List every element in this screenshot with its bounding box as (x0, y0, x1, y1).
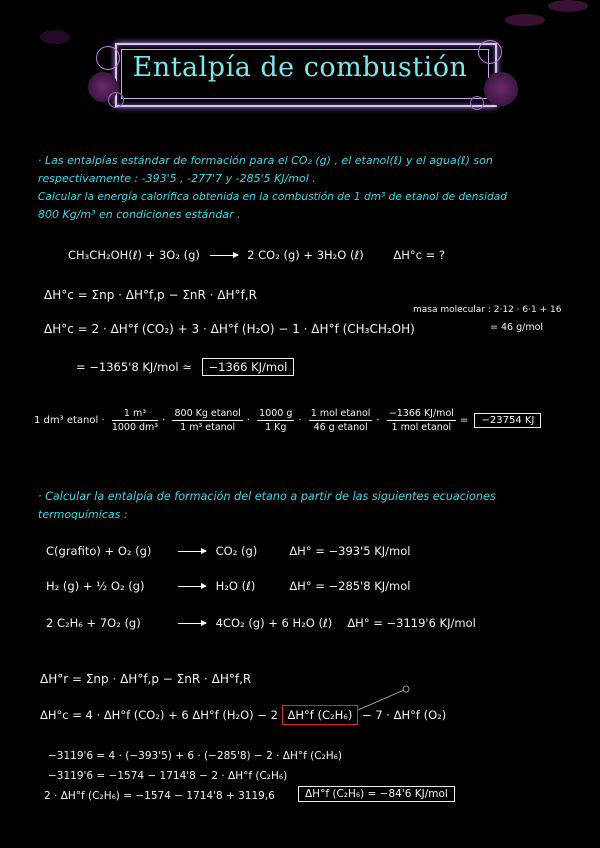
fraction-denominator: 1 mol etanol (391, 422, 452, 433)
reaction-rhs: 2 CO₂ (g) + 3H₂O (ℓ) (247, 248, 364, 262)
problem2-line2: termoquímicas : (38, 508, 128, 521)
work-line: −3119'6 = 4 · (−393'5) + 6 · (−285'8) − 2 · ΔH°f (C₂H₆) (48, 750, 342, 762)
fraction-denominator: 1 m³ etanol (180, 422, 236, 433)
result-line (76, 360, 294, 374)
fraction-numerator: 800 Kg etanol (174, 408, 241, 419)
thermo-lhs: C(grafito) + O₂ (g) (46, 544, 152, 558)
unknown-red-box: ΔH°f (C₂H₆) (282, 705, 359, 725)
general-enthalpy-equation: ΔH°c = Σnp · ΔH°f,p − ΣnR · ΔH°f,R (44, 288, 257, 302)
thermo-dh: ΔH° = −3119'6 KJ/mol (347, 616, 476, 630)
thermo-lhs: 2 C₂H₆ + 7O₂ (g) (46, 616, 141, 630)
deco-bubble (548, 0, 588, 12)
fraction-denominator: 46 g etanol (313, 422, 368, 433)
strike-mark-icon (354, 684, 414, 714)
conversion-fraction (257, 408, 294, 433)
arrow-icon (178, 551, 206, 552)
problem1-line3: Calcular la energía calorífica obtenida en la combustión de 1 dm³ de etanol de densidad (38, 191, 507, 203)
thermo-equation (46, 544, 410, 558)
work-line: 2 · ΔH°f (C₂H₆) = −1574 − 1714'8 + 3119,6 (44, 790, 275, 802)
thermo-equation (46, 616, 476, 630)
thermo-dh: ΔH° = −285'8 KJ/mol (289, 579, 411, 593)
fraction-denominator: 1000 dm³ (111, 422, 159, 433)
reaction-enthalpy-general: ΔH°r = Σnp · ΔH°f,p − ΣnR · ΔH°f,R (40, 672, 252, 686)
fraction-numerator: 1000 g (259, 408, 293, 419)
deco-bubble (470, 96, 484, 110)
result-text: = −1365'8 KJ/mol ≃ (76, 360, 192, 374)
conversion-fraction (309, 408, 373, 433)
result-box: −1366 KJ/mol (202, 358, 295, 376)
problem2-line1: · Calcular la entalpía de formación del etano a partir de las siguientes ecuaciones (38, 490, 496, 503)
problem1-line1: · Las entalpías estándar de formación para el CO₂ (g) , el etanol(ℓ) y el agua(ℓ) son (38, 154, 493, 167)
conversion-line: 1 dm³ etanol · $\frac{\text{1 m³}}{\text{1000 dm³}}$ · $\frac{\text{800 Kg etanol}}{\text{1 m³ etanol}}$ · $\frac{1000 g}{1 Kg}$ · $\frac{\text{1 mol etanol}}{\text{46 g etanol}}$ · $\frac{\text{−1366 KJ/mol}}{\text{1 mol etanol}}$ = −23754 KJ (34, 408, 541, 433)
problem1-line2: respectivamente : -393'5 , -277'7 y -285'5 KJ/mol . (38, 172, 316, 185)
arrow-icon (210, 255, 238, 256)
substituted-equation: ΔH°c = 2 · ΔH°f (CO₂) + 3 · ΔH°f (H₂O) − 1 · ΔH°f (CH₃CH₂OH) (44, 322, 415, 336)
page-title: Entalpía de combustión (132, 52, 468, 83)
conversion-fraction (387, 408, 456, 433)
conversion-start: 1 dm³ etanol · (34, 415, 105, 426)
arrow-icon (178, 623, 206, 624)
fraction-numerator: 1 mol etanol (310, 408, 371, 419)
thermo-rhs: 4CO₂ (g) + 6 H₂O (ℓ) (215, 616, 333, 630)
fraction-numerator: 1 m³ (112, 408, 158, 421)
conversion-result-box: −23754 KJ (474, 413, 541, 428)
fraction-numerator: −1366 KJ/mol (388, 408, 454, 419)
thermo-rhs: CO₂ (g) (215, 544, 258, 558)
thermo-equation (46, 579, 410, 593)
thermo-dh: ΔH° = −393'5 KJ/mol (289, 544, 411, 558)
problem1-line4: 800 Kg/m³ en condiciones estándar . (38, 208, 241, 221)
thermo-rhs: H₂O (ℓ) (215, 579, 256, 593)
molar-mass-label: masa molecular : 2·12 · 6·1 + 16 (413, 305, 562, 315)
final-answer-box: ΔH°f (C₂H₆) = −84'6 KJ/mol (298, 786, 455, 802)
fraction-denominator: 1 Kg (265, 422, 287, 433)
deco-bubble (40, 30, 70, 44)
conversion-fraction (172, 408, 242, 433)
molar-mass-value: = 46 g/mol (490, 322, 544, 333)
thermo-lhs: H₂ (g) + ½ O₂ (g) (46, 579, 145, 593)
reaction-ask: ΔH°c = ? (393, 248, 446, 262)
combustion-sub-part2: − 7 · ΔH°f (O₂) (362, 708, 447, 722)
work-line: −3119'6 = −1574 − 1714'8 − 2 · ΔH°f (C₂H₆) (48, 770, 288, 782)
reaction-lhs: CH₃CH₂OH(ℓ) + 3O₂ (g) (68, 248, 200, 262)
conversion-fraction (112, 408, 158, 433)
deco-bubble (505, 14, 545, 26)
combustion-sub-part1: ΔH°c = 4 · ΔH°f (CO₂) + 6 ΔH°f (H₂O) − 2 (40, 708, 278, 722)
arrow-icon (178, 586, 206, 587)
deco-bubble (108, 92, 124, 108)
reaction-equation (68, 248, 445, 262)
